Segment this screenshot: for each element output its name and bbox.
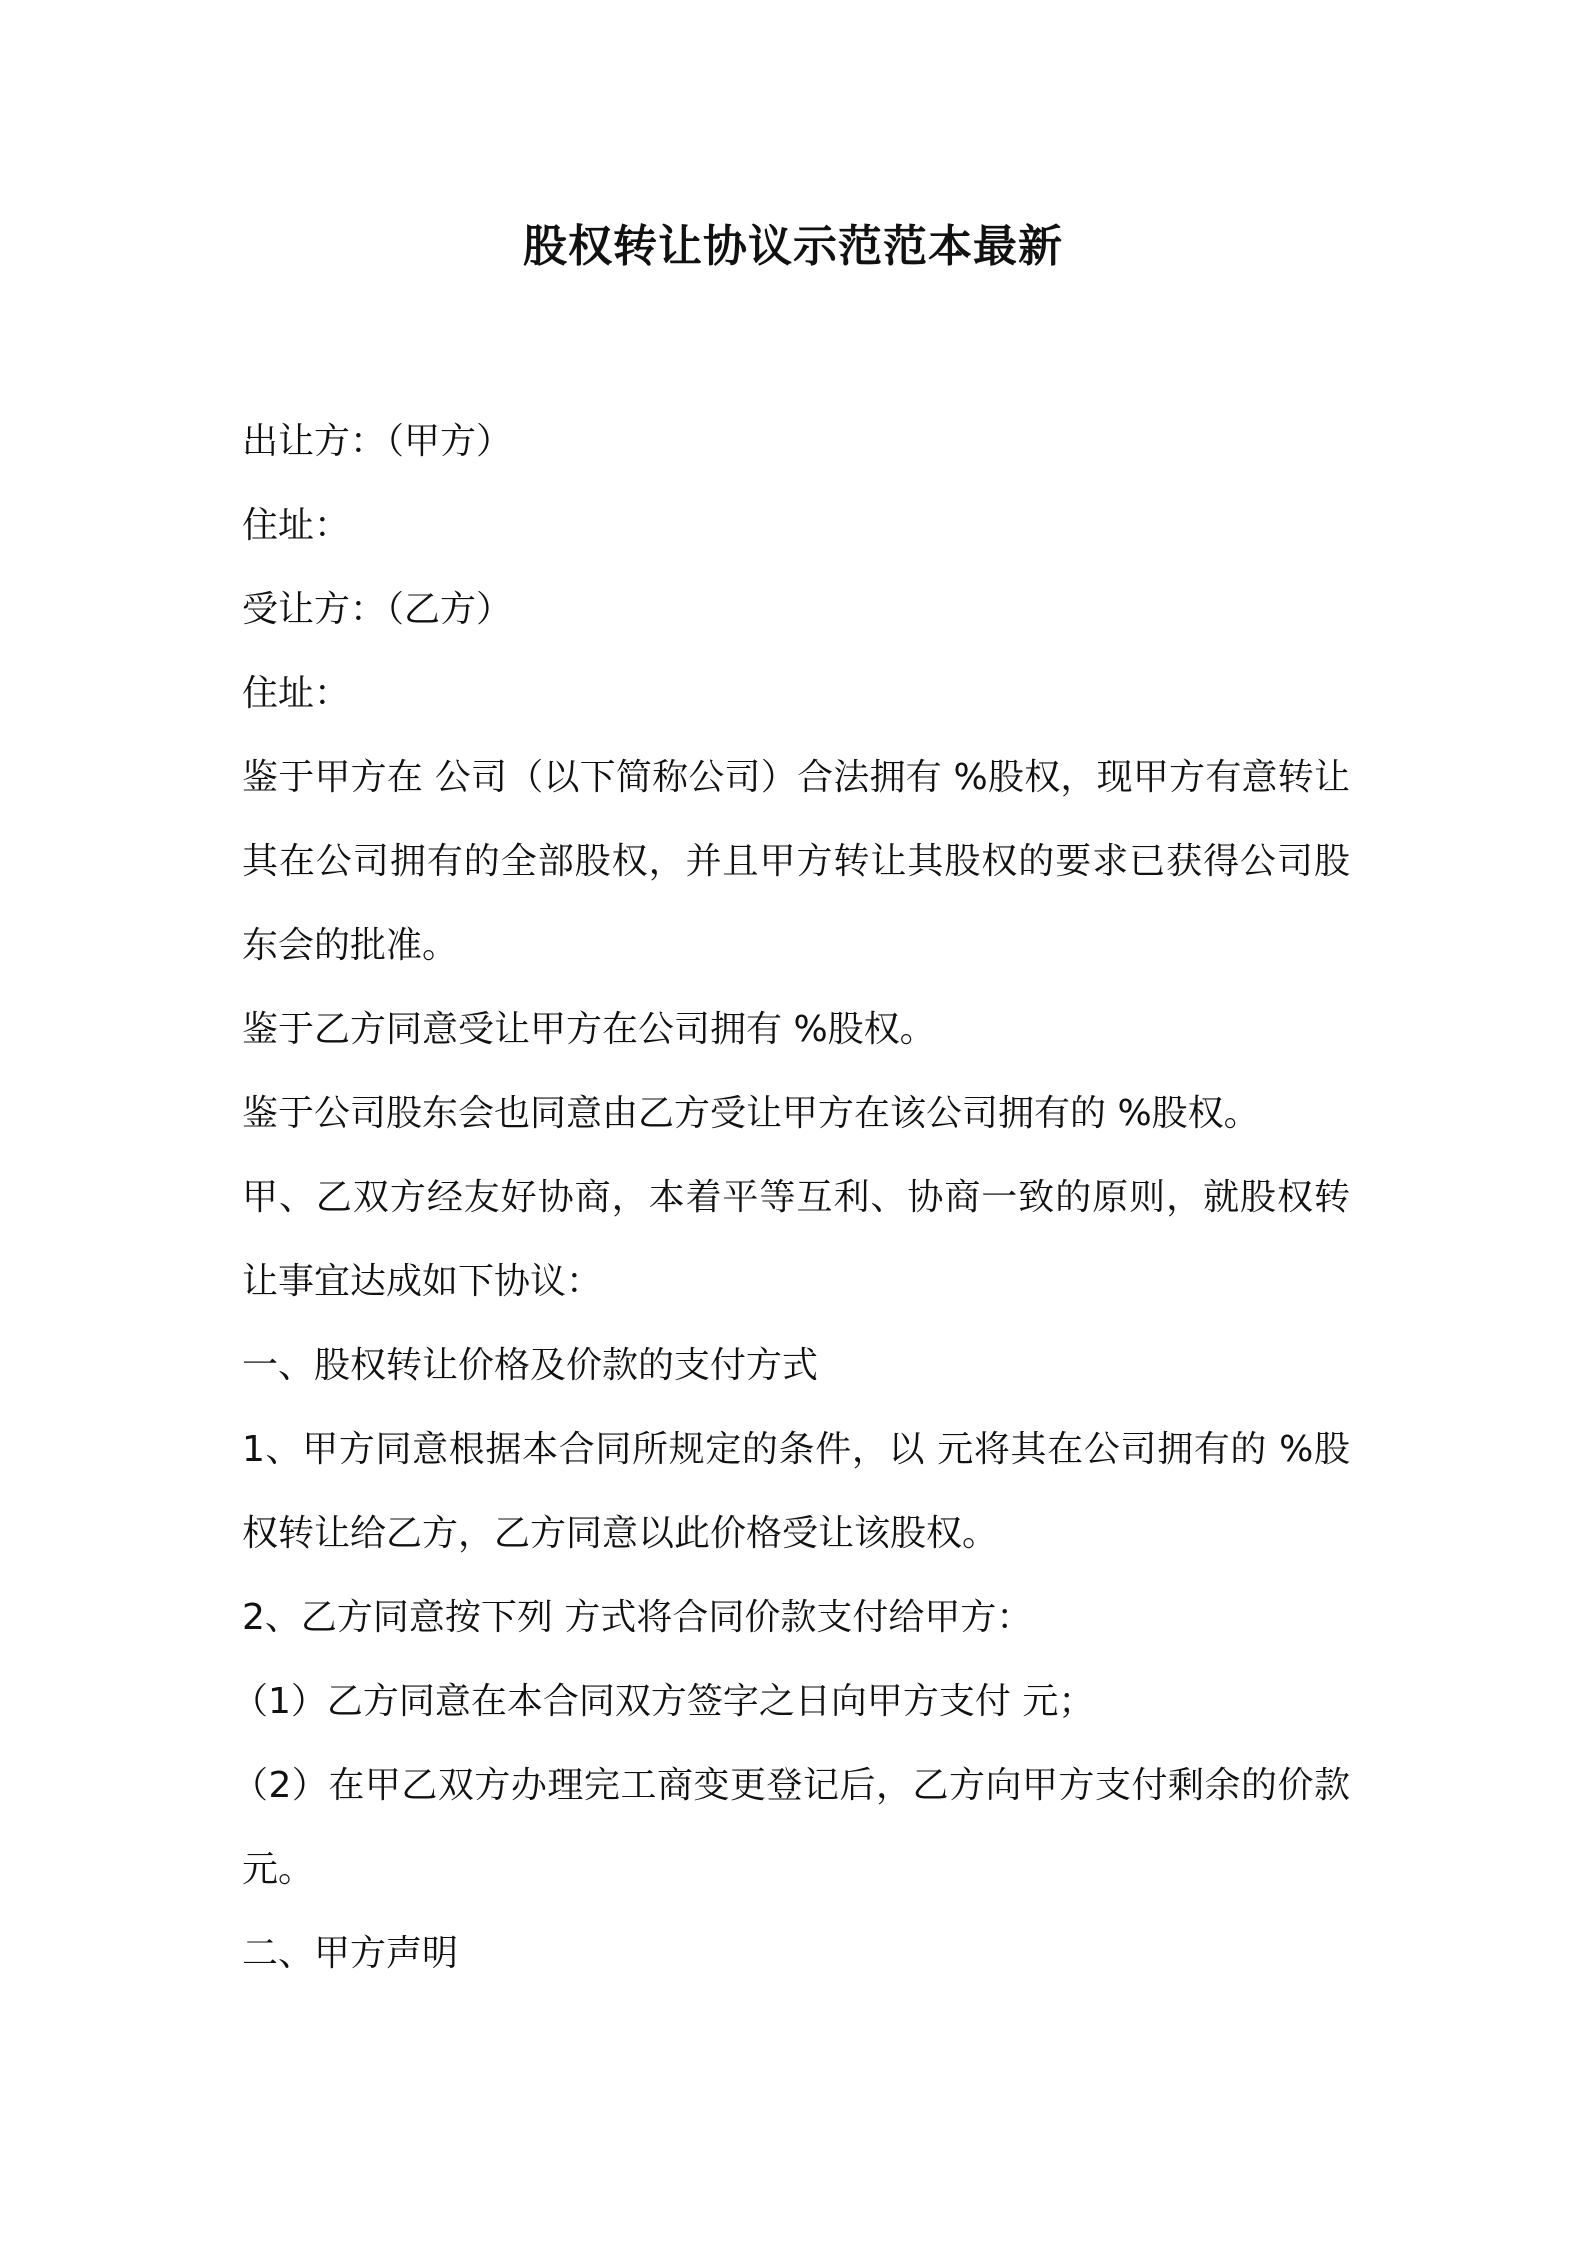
section-heading-1: 一、股权转让价格及价款的支付方式: [242, 1345, 819, 1386]
transferor-line: 出让方：（甲方）: [242, 421, 513, 462]
recital-paragraph-3: 鉴于公司股东会也同意由乙方受让甲方在该公司拥有的 %股权。: [242, 1093, 1260, 1134]
document-body: [232, 400, 1350, 1996]
clause-2-item-1: （1）乙方同意在本合同双方签字之日向甲方支付 元；: [232, 1681, 1095, 1722]
section-heading-2: 二、甲方声明: [242, 1933, 459, 1974]
clause-1: 1、甲方同意根据本合同所规定的条件，以 元将其在公司拥有的 %股权转让给乙方，乙方同意以此价格受让该股权。: [242, 1429, 1350, 1554]
clause-2: 2、乙方同意按下列 方式将合同价款支付给甲方：: [242, 1597, 1033, 1638]
clause-2-item-2: （2）在甲乙双方办理完工商变更登记后，乙方向甲方支付剩余的价款 元。: [232, 1765, 1350, 1890]
recital-paragraph-1: 鉴于甲方在 公司（以下简称公司）合法拥有 %股权，现甲方有意转让其在公司拥有的全部股权，并且甲方转让其股权的要求已获得公司股东会的批准。: [242, 757, 1350, 966]
transferee-address-line: 住址：: [242, 673, 351, 714]
recital-paragraph-2: 鉴于乙方同意受让甲方在公司拥有 %股权。: [242, 1009, 936, 1050]
transferor-address-line: 住址：: [242, 505, 351, 546]
transferee-line: 受让方：（乙方）: [242, 589, 513, 630]
agreement-intro-paragraph: 甲、乙双方经友好协商，本着平等互利、协商一致的原则，就股权转让事宜达成如下协议：: [242, 1177, 1350, 1302]
document-title: 股权转让协议示范范本最新: [523, 221, 1063, 272]
